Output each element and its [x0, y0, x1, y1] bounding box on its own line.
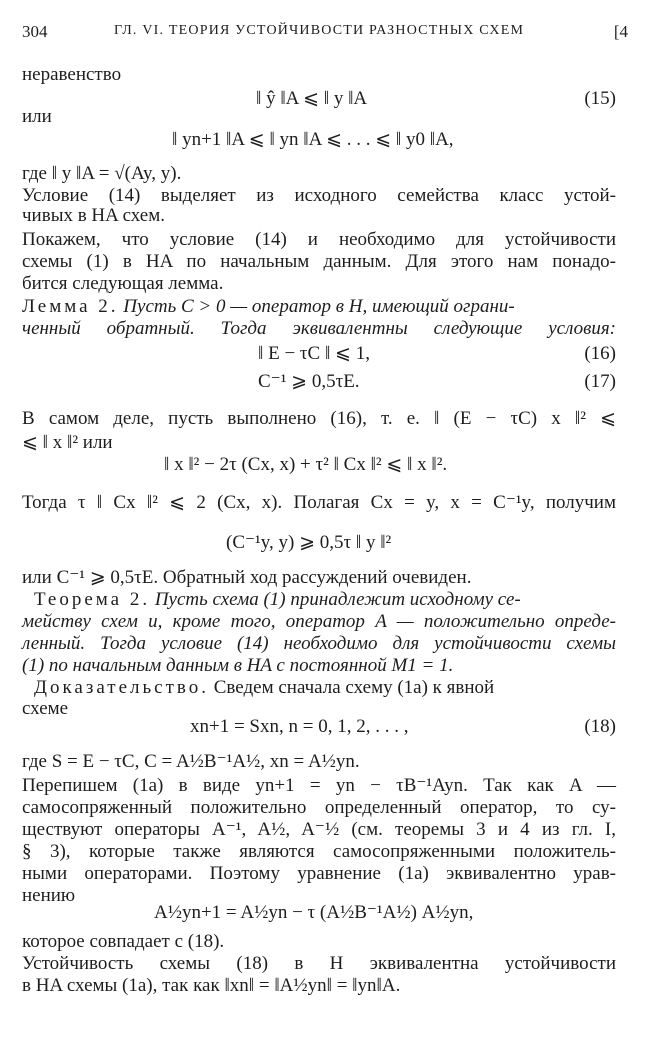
- equation-inverse-bound: (C⁻¹y, y) ⩾ 0,5τ ‖ y ‖²: [226, 532, 392, 553]
- text-line: самосопряженный положительно определенный оператор, то су-: [22, 797, 616, 818]
- equation-18: xn+1 = Sxn, n = 0, 1, 2, . . . ,: [190, 716, 409, 737]
- text-line: § 3), которые также являются самосопряженными положитель-: [22, 841, 616, 862]
- text-line: Устойчивость схемы (18) в H эквивалентна устойчивости: [22, 953, 616, 974]
- equation-15: ‖ ŷ ‖A ⩽ ‖ y ‖A: [256, 88, 368, 109]
- equation-rewritten-scheme: A½yn+1 = A½yn − τ (A½B⁻¹A½) A½yn,: [154, 902, 474, 923]
- text-line: где ‖ y ‖A = √(Ay, y).: [22, 163, 182, 184]
- proof-text: Сведем сначала схему (1а) к явной: [213, 677, 495, 698]
- theorem-line: [22, 589, 521, 611]
- text-line: ⩽ ‖ x ‖² или: [22, 432, 113, 453]
- text-line: Перепишем (1а) в виде yn+1 = yn − τB⁻¹Ayn. Так как A —: [22, 775, 616, 796]
- text-line: Тогда τ ‖ Cx ‖² ⩽ 2 (Cx, x). Полагая Cx = y, x = C⁻¹y, получим: [22, 492, 616, 513]
- lemma-statement: Пусть C > 0 — оператор в H, имеющий ограни-: [123, 296, 515, 317]
- equation-number-16: (16): [584, 343, 616, 364]
- text-line: Покажем, что условие (14) и необходимо для устойчивости: [22, 229, 616, 250]
- text-line: схемы (1) в HA по начальным данным. Для этого нам понадо-: [22, 251, 616, 272]
- text-line: неравенство: [22, 64, 122, 85]
- proof-line: [22, 677, 494, 699]
- lemma-line: [22, 296, 515, 318]
- equation-16: ‖ E − τC ‖ ⩽ 1,: [258, 343, 370, 364]
- equation-norm-chain: ‖ yn+1 ‖A ⩽ ‖ yn ‖A ⩽ . . . ⩽ ‖ y0 ‖A,: [172, 129, 454, 150]
- text-line: в HA схемы (1а), так как ‖xn‖ = ‖A½yn‖ = ‖yn‖A.: [22, 975, 401, 996]
- text-line: которое совпадает с (18).: [22, 931, 225, 952]
- equation-number-18: (18): [584, 716, 616, 737]
- text-line: нению: [22, 885, 76, 906]
- lemma-label: Лемма 2.: [22, 296, 119, 317]
- text-line: Условие (14) выделяет из исходного семейства класс устой-: [22, 185, 616, 206]
- equation-number-17: (17): [584, 371, 616, 392]
- equation-number-15: (15): [584, 88, 616, 109]
- page-header: [22, 22, 628, 46]
- text-line: схеме: [22, 698, 69, 719]
- running-title: ГЛ. VI. ТЕОРИЯ УСТОЙЧИВОСТИ РАЗНОСТНЫХ СХЕМ: [114, 23, 525, 38]
- text-line: мейству схем и, кроме того, оператор A — положительно опреде-: [22, 611, 616, 632]
- equation-17: C⁻¹ ⩾ 0,5τE.: [258, 371, 360, 392]
- text-line: где S = E − τC, C = A½B⁻¹A½, xn = A½yn.: [22, 751, 360, 772]
- section-mark: [4: [613, 22, 628, 41]
- text-line: ленный. Тогда условие (14) необходимо для устойчивости схемы: [22, 633, 616, 654]
- theorem-label: Теорема 2.: [34, 589, 151, 610]
- text-line: чивых в HA схем.: [22, 205, 165, 226]
- text-line: или: [22, 106, 52, 127]
- text-line: ществуют операторы A⁻¹, A½, A⁻½ (см. теоремы 3 и 4 из гл. I,: [22, 819, 616, 840]
- proof-label: Доказательство.: [34, 677, 209, 698]
- text-line: или C⁻¹ ⩾ 0,5τE. Обратный ход рассуждений очевиден.: [22, 567, 472, 588]
- text-line: (1) по начальным данным в HA с постоянной M1 = 1.: [22, 655, 454, 676]
- text-line: ченный обратный. Тогда эквивалентны следующие условия:: [22, 318, 616, 339]
- text-line: бится следующая лемма.: [22, 273, 224, 294]
- equation-norm-expansion: ‖ x ‖² − 2τ (Cx, x) + τ² ‖ Cx ‖² ⩽ ‖ x ‖².: [164, 454, 448, 475]
- text-line: ными операторами. Поэтому уравнение (1а) эквивалентно урав-: [22, 863, 616, 884]
- page-number: 304: [22, 22, 48, 41]
- theorem-statement: Пусть схема (1) принадлежит исходному се-: [154, 589, 521, 610]
- text-line: В самом деле, пусть выполнено (16), т. е. ‖ (E − τC) x ‖² ⩽: [22, 408, 616, 429]
